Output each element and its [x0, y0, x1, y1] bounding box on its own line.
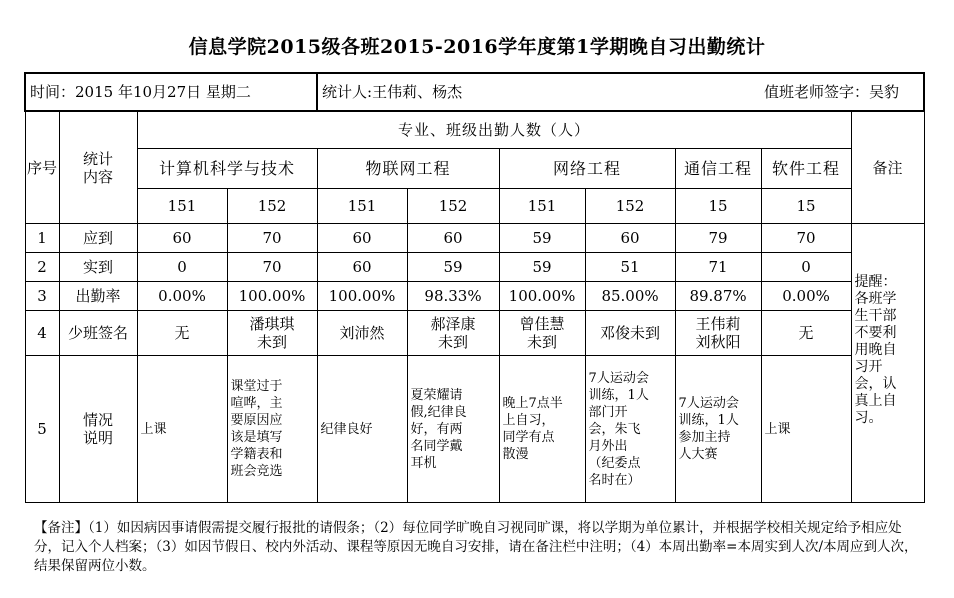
footnote: 【备注】（1）如因病因事请假需提交履行报批的请假条；（2）每位同学旷晚自习视同旷课，将以学期为单位累计，并根据学校相关规定给予相应处分，记入个人档案；（3）如因节假日、校内外活动、课程等原因无晚自习安排，请在备注栏中注明；（4）本周出勤率=本周实到人次/本周应到人次，结果保留两位小数。 — [34, 520, 918, 574]
table-cell: 79 — [675, 224, 761, 253]
table-cell: 60 — [407, 224, 499, 253]
table-cell: 0.00% — [761, 282, 851, 311]
page-title: 信息学院2015级各班2015-2016学年度第1学期晚自习出勤统计 — [188, 36, 766, 58]
table-cell: 60 — [585, 224, 675, 253]
row-label: 情况 说明 — [59, 356, 137, 503]
row-label: 少班签名 — [59, 311, 137, 356]
major-cs: 计算机科学与技术 — [137, 149, 317, 189]
class-header: 15 — [675, 189, 761, 224]
table-cell: 0 — [137, 253, 227, 282]
table-cell: 89.87% — [675, 282, 761, 311]
table-row — [25, 253, 924, 282]
row-seq: 2 — [25, 253, 59, 282]
table-cell: 王伟莉 刘秋阳 — [675, 311, 761, 356]
table-cell: 59 — [499, 253, 585, 282]
header-row-classes — [25, 189, 924, 224]
table-cell: 夏荣耀请 假,纪律良 好，有两 名同学戴 耳机 — [407, 356, 499, 503]
table-cell: 7人运动会 训练，1人 参加主持 人大赛 — [675, 356, 761, 503]
header-group: 专业、班级出勤人数（人） — [137, 111, 851, 149]
table-cell: 0.00% — [137, 282, 227, 311]
table-cell: 100.00% — [499, 282, 585, 311]
table-cell: 刘沛然 — [317, 311, 407, 356]
table-cell: 70 — [227, 224, 317, 253]
class-header: 151 — [137, 189, 227, 224]
class-header: 152 — [585, 189, 675, 224]
table-cell: 纪律良好 — [317, 356, 407, 503]
attendance-table — [24, 72, 925, 503]
table-cell: 59 — [407, 253, 499, 282]
table-cell: 郝泽康 未到 — [407, 311, 499, 356]
date-info: 时间：2015 年10月27日 星期二 — [25, 73, 317, 111]
info-row — [25, 73, 924, 111]
table-cell: 上课 — [761, 356, 851, 503]
major-iot: 物联网工程 — [317, 149, 499, 189]
header-remark: 备注 — [851, 111, 924, 224]
table-cell: 60 — [137, 224, 227, 253]
table-cell: 无 — [761, 311, 851, 356]
table-cell: 60 — [317, 224, 407, 253]
row-seq: 3 — [25, 282, 59, 311]
table-cell: 潘琪琪 未到 — [227, 311, 317, 356]
counter-info: 统计人:王伟莉、杨杰 — [317, 73, 585, 111]
major-network: 网络工程 — [499, 149, 675, 189]
table-cell: 70 — [227, 253, 317, 282]
row-seq: 4 — [25, 311, 59, 356]
table-cell: 邓俊未到 — [585, 311, 675, 356]
table-cell: 71 — [675, 253, 761, 282]
header-seq: 序号 — [25, 111, 59, 224]
table-cell: 7人运动会 训练，1人 部门开 会，朱飞 月外出 （纪委点 名时在） — [585, 356, 675, 503]
table-cell: 59 — [499, 224, 585, 253]
class-header: 152 — [227, 189, 317, 224]
header-row-majors — [25, 149, 924, 189]
row-label: 出勤率 — [59, 282, 137, 311]
row-label: 实到 — [59, 253, 137, 282]
row-seq: 5 — [25, 356, 59, 503]
class-header: 15 — [761, 189, 851, 224]
row-label: 应到 — [59, 224, 137, 253]
row-seq: 1 — [25, 224, 59, 253]
table-row — [25, 224, 924, 253]
table-cell: 98.33% — [407, 282, 499, 311]
table-cell: 85.00% — [585, 282, 675, 311]
header-row-1 — [25, 111, 924, 149]
class-header: 151 — [317, 189, 407, 224]
major-comm: 通信工程 — [675, 149, 761, 189]
table-cell: 课堂过于 喧哗，主 要原因应 该是填写 学籍表和 班会竞选 — [227, 356, 317, 503]
table-cell: 无 — [137, 311, 227, 356]
table-cell: 0 — [761, 253, 851, 282]
table-row — [25, 282, 924, 311]
table-cell: 51 — [585, 253, 675, 282]
class-header: 151 — [499, 189, 585, 224]
table-row — [25, 356, 924, 503]
table-cell: 曾佳慧 未到 — [499, 311, 585, 356]
class-header: 152 — [407, 189, 499, 224]
header-content: 统计 内容 — [59, 111, 137, 224]
major-software: 软件工程 — [761, 149, 851, 189]
remark-note: 提醒： 各班学 生干部 不要利 用晚自 习开 会，认 真上自 习。 — [851, 224, 924, 503]
table-cell: 上课 — [137, 356, 227, 503]
table-cell: 100.00% — [317, 282, 407, 311]
table-cell: 60 — [317, 253, 407, 282]
table-cell: 晚上7点半 上自习， 同学有点 散漫 — [499, 356, 585, 503]
table-row — [25, 311, 924, 356]
teacher-signature: 值班老师签字：吴豹 — [585, 73, 924, 111]
table-cell: 100.00% — [227, 282, 317, 311]
table-cell: 70 — [761, 224, 851, 253]
